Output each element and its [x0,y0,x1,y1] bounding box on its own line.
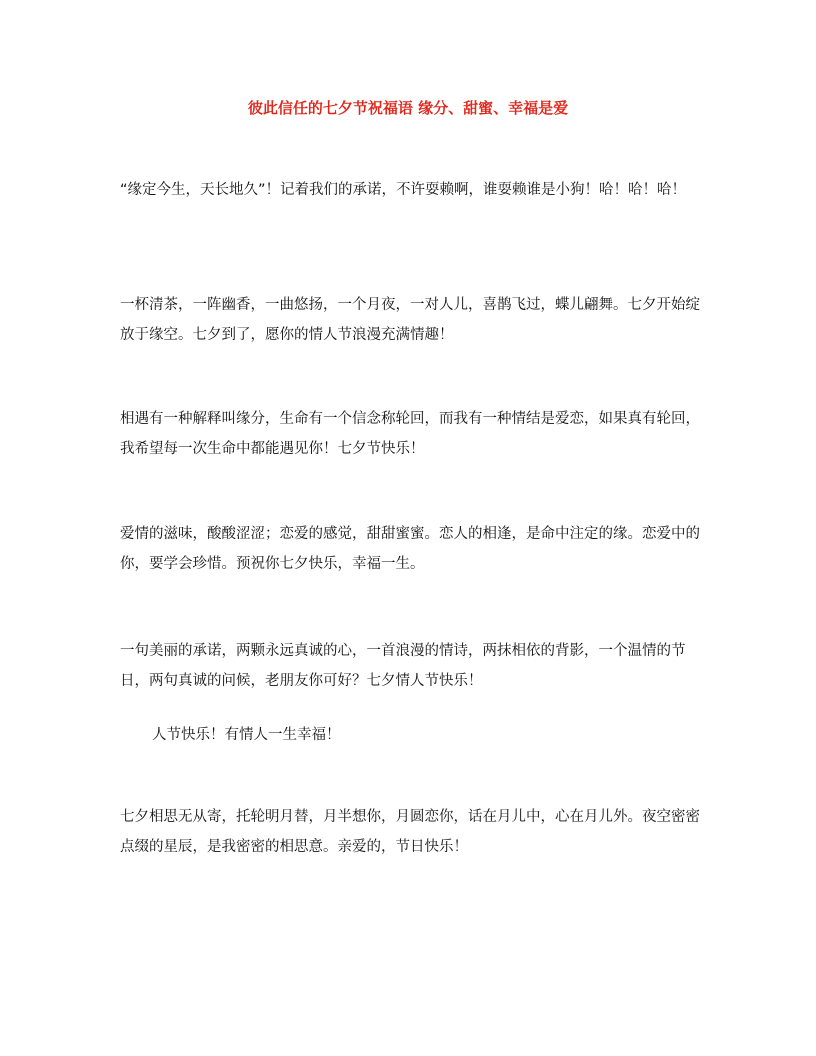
document-title: 彼此信任的七夕节祝福语 缘分、甜蜜、幸福是爱 [247,99,569,117]
paragraph-4: 爱情的滋味，酸酸涩涩；恋爱的感觉，甜甜蜜蜜。恋人的相逢，是命中注定的缘。恋爱中的你，要学会珍惜。预祝你七夕快乐，幸福一生。 [120,526,700,572]
paragraph-7: 七夕相思无从寄，托轮明月替，月半想你，月圆恋你，话在月儿中，心在月儿外。夜空密密点缀的星辰，是我密密的相思意。亲爱的，节日快乐！ [120,809,700,855]
paragraph-5: 一句美丽的承诺，两颗永远真诚的心，一首浪漫的情诗，两抹相依的背影，一个温情的节日，两句真诚的问候，老朋友你可好？七夕情人节快乐！ [120,643,686,689]
paragraph-3: 相遇有一种解释叫缘分，生命有一个信念称轮回，而我有一种情结是爱恋，如果真有轮回，我希望每一次生命中都能遇见你！七夕节快乐！ [120,411,700,457]
paragraph-2: 一杯清茶，一阵幽香，一曲悠扬，一个月夜，一对人儿，喜鹊飞过，蝶儿翩舞。七夕开始绽放于缘空。七夕到了，愿你的情人节浪漫充满情趣！ [120,297,700,343]
paragraph-6: 人节快乐！有情人一生幸福！ [152,727,341,743]
paragraph-1: “缘定今生，天长地久”！记着我们的承诺，不许耍赖啊，谁耍赖谁是小狗！哈！哈！哈！ [120,182,687,198]
